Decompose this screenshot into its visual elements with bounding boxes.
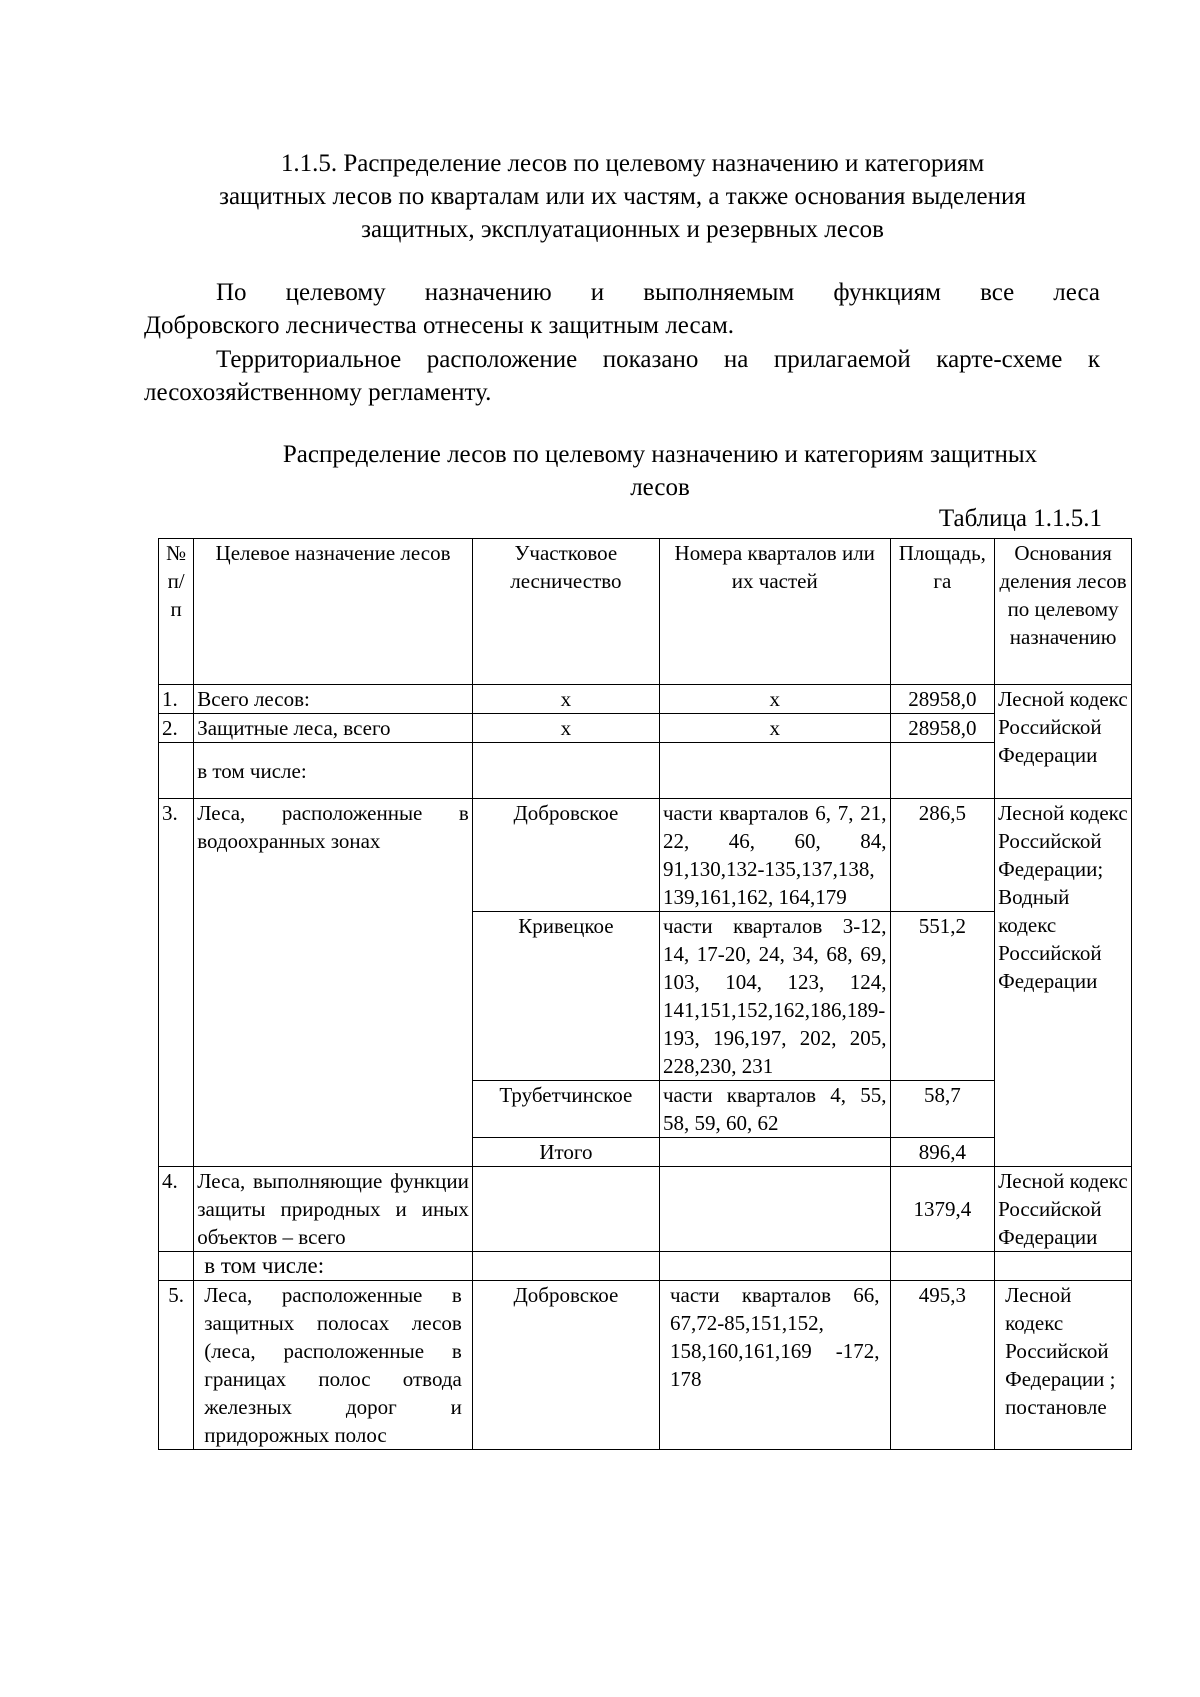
caption-line-2: лесов <box>630 474 690 501</box>
row3-total-area: 896,4 <box>890 1138 995 1167</box>
table-row <box>159 743 1132 799</box>
header-purpose: Целевое назначение лесов <box>194 539 473 685</box>
row2-purpose: Защитные леса, всего <box>194 714 473 743</box>
forest-distribution-table <box>158 538 1132 1450</box>
row4-purpose: Леса, выполняющие функции защиты природных и иных объектов – всего <box>194 1167 473 1252</box>
header-area: Площадь, га <box>890 539 995 685</box>
row1-num: 1. <box>159 685 194 714</box>
row2-quarters: х <box>659 714 890 743</box>
header-quarters: Номера кварталов или их частей <box>659 539 890 685</box>
header-num: № п/п <box>159 539 194 685</box>
section-heading <box>150 147 1095 246</box>
row2-num: 2. <box>159 714 194 743</box>
row5-num: 5. <box>159 1281 194 1450</box>
row3-purpose: Леса, расположенные в водоохранных зонах <box>194 799 473 1167</box>
row2-district: х <box>472 714 659 743</box>
header-district: Участковое лесничество <box>472 539 659 685</box>
row3-quarters-3: части кварталов 4, 55, 58, 59, 60, 62 <box>659 1081 890 1138</box>
paragraph-1-line-2: Добровского лесничества отнесены к защитным лесам. <box>144 312 735 339</box>
header-basis: Основания деления лесов по целевому назначению <box>995 539 1132 685</box>
row4-num: 4. <box>159 1167 194 1252</box>
paragraph-location <box>144 343 1100 409</box>
row3-num: 3. <box>159 799 194 1167</box>
table-row <box>159 714 1132 743</box>
row3-area-2: 551,2 <box>890 912 995 1081</box>
table-row <box>159 1252 1132 1281</box>
table-row <box>159 685 1132 714</box>
paragraph-1-line-1: По целевому назначению и выполняемым функциям все леса <box>216 279 1100 306</box>
row3-area-3: 58,7 <box>890 1081 995 1138</box>
rows1-2-basis: Лесной кодекс Российской Федерации <box>995 685 1132 799</box>
heading-line-2: защитных лесов по кварталам или их частям, а также основания выделения <box>219 183 1026 210</box>
row3-basis: Лесной кодекс Российской Федерации; Водный кодекс Российской Федерации <box>995 799 1132 1167</box>
row4-area: 1379,4 <box>890 1167 995 1252</box>
row3-area-1: 286,5 <box>890 799 995 912</box>
paragraph-2-line-1: Территориальное расположение показано на прилагаемой карте-схеме к <box>216 346 1100 373</box>
row3-quarters-1: части кварталов 6, 7, 21, 22, 46, 60, 84, 91,130,132-135,137,138, 139,161,162, 164,179 <box>659 799 890 912</box>
paragraph-functions <box>144 276 1100 342</box>
row3-district-1: Добровское <box>472 799 659 912</box>
table-header-row <box>159 539 1132 685</box>
including-label-2: в том числе: <box>194 1252 473 1281</box>
row5-district: Добровское <box>472 1281 659 1450</box>
table-row <box>159 799 1132 912</box>
row3-quarters-2: части кварталов 3-12, 14, 17-20, 24, 34, 68, 69, 103, 104, 123, 124, 141,151,152,162,186,189-193, 196,197, 202, 205, 228,230, 231 <box>659 912 890 1081</box>
paragraph-2-line-2: лесохозяйственному регламенту. <box>144 379 492 406</box>
row2-area: 28958,0 <box>890 714 995 743</box>
row5-quarters: части кварталов 66, 67,72-85,151,152, 158,160,161,169 -172, 178 <box>659 1281 890 1450</box>
row1-district: х <box>472 685 659 714</box>
table-row <box>159 1167 1132 1252</box>
table-number: Таблица 1.1.5.1 <box>938 505 1102 532</box>
table-caption <box>210 438 1110 504</box>
row4-basis: Лесной кодекс Российской Федерации <box>995 1167 1132 1252</box>
heading-line-3: защитных, эксплуатационных и резервных лесов <box>361 216 884 243</box>
row3-total-label: Итого <box>472 1138 659 1167</box>
row1-purpose: Всего лесов: <box>194 685 473 714</box>
row3-district-3: Трубетчинское <box>472 1081 659 1138</box>
table-row <box>159 1281 1132 1450</box>
row5-purpose: Леса, расположенные в защитных полосах лесов (леса, расположенные в границах полос отвода железных дорог и придорожных полос <box>194 1281 473 1450</box>
row3-district-2: Кривецкое <box>472 912 659 1081</box>
heading-line-1: 1.1.5. Распределение лесов по целевому назначению и категориям <box>280 150 985 177</box>
including-label: в том числе: <box>194 743 473 799</box>
row1-area: 28958,0 <box>890 685 995 714</box>
row5-area: 495,3 <box>890 1281 995 1450</box>
caption-line-1: Распределение лесов по целевому назначению и категориям защитных <box>282 441 1038 468</box>
row5-basis: Лесной кодекс Российской Федерации ; постановле <box>995 1281 1132 1450</box>
row1-quarters: х <box>659 685 890 714</box>
